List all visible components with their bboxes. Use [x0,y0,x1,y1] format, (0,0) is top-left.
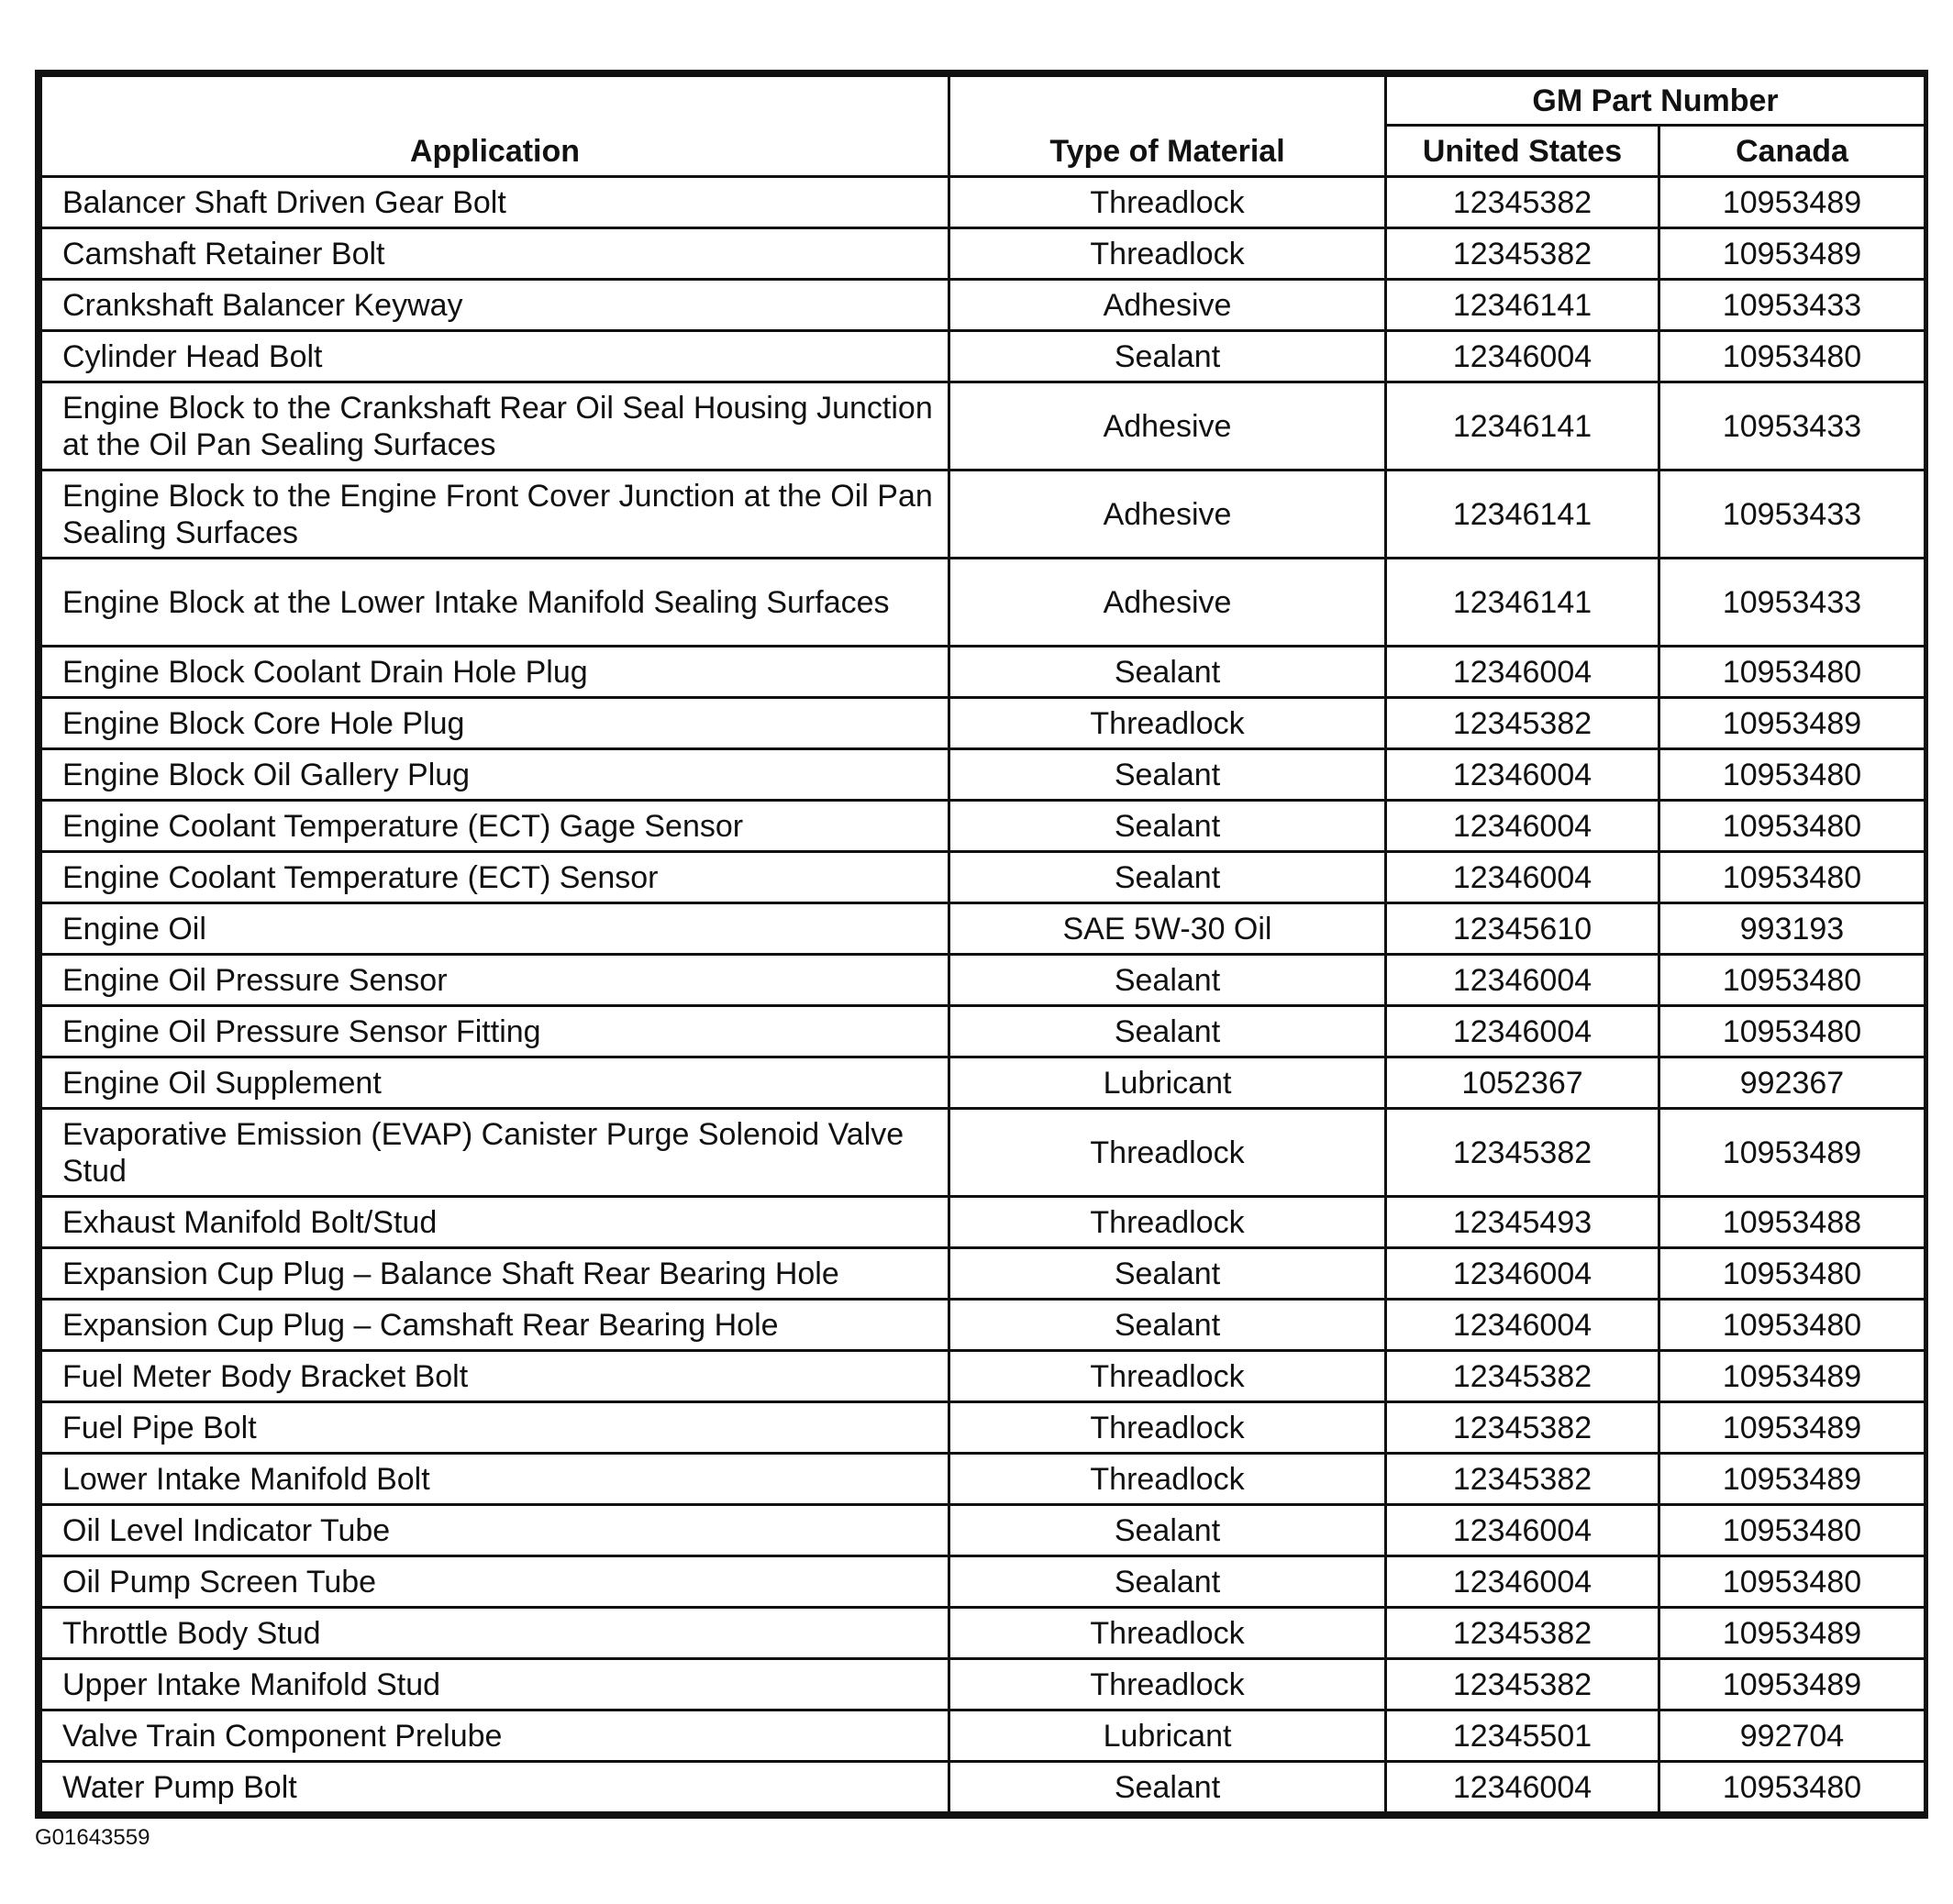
application-cell: Upper Intake Manifold Stud [41,1659,949,1710]
table-row [41,1197,1925,1248]
table-row [41,1710,1925,1762]
us-part-number-cell: 12346004 [1386,1248,1659,1300]
material-type-cell: Sealant [949,749,1386,801]
table-row [41,852,1925,903]
canada-part-number-cell: 10953433 [1659,470,1925,559]
material-type-cell: Threadlock [949,1109,1386,1197]
table-row [41,382,1925,470]
application-cell: Lower Intake Manifold Bolt [41,1454,949,1505]
material-type-cell: Adhesive [949,382,1386,470]
us-part-number-cell: 12345382 [1386,698,1659,749]
canada-part-number-cell: 10953480 [1659,1006,1925,1057]
header-united-states: United States [1386,126,1659,177]
header-application: Application [41,76,949,177]
canada-part-number-cell: 10953480 [1659,1762,1925,1813]
material-type-cell: Adhesive [949,280,1386,331]
material-type-cell: Threadlock [949,698,1386,749]
us-part-number-cell: 12345382 [1386,1608,1659,1659]
us-part-number-cell: 1052367 [1386,1057,1659,1109]
material-type-cell: Adhesive [949,470,1386,559]
table-row [41,177,1925,228]
table-row [41,1351,1925,1402]
canada-part-number-cell: 10953480 [1659,1505,1925,1556]
application-cell: Engine Oil Pressure Sensor [41,955,949,1006]
canada-part-number-cell: 10953489 [1659,1608,1925,1659]
sealants-table [39,74,1926,1814]
material-type-cell: Sealant [949,331,1386,382]
application-cell: Oil Pump Screen Tube [41,1556,949,1608]
us-part-number-cell: 12346004 [1386,1006,1659,1057]
us-part-number-cell: 12346141 [1386,470,1659,559]
us-part-number-cell: 12345382 [1386,177,1659,228]
application-cell: Oil Level Indicator Tube [41,1505,949,1556]
us-part-number-cell: 12345501 [1386,1710,1659,1762]
material-type-cell: Sealant [949,647,1386,698]
us-part-number-cell: 12346004 [1386,1556,1659,1608]
material-type-cell: Sealant [949,1762,1386,1813]
table-row [41,903,1925,955]
us-part-number-cell: 12346004 [1386,1300,1659,1351]
material-type-cell: Threadlock [949,1402,1386,1454]
material-type-cell: Sealant [949,955,1386,1006]
us-part-number-cell: 12346141 [1386,559,1659,647]
canada-part-number-cell: 10953480 [1659,749,1925,801]
us-part-number-cell: 12346004 [1386,331,1659,382]
canada-part-number-cell: 10953489 [1659,177,1925,228]
table-row [41,801,1925,852]
application-cell: Engine Block Core Hole Plug [41,698,949,749]
canada-part-number-cell: 10953488 [1659,1197,1925,1248]
material-type-cell: Lubricant [949,1057,1386,1109]
table-row [41,1454,1925,1505]
table-row [41,1057,1925,1109]
table-row [41,1608,1925,1659]
application-cell: Engine Block Coolant Drain Hole Plug [41,647,949,698]
canada-part-number-cell: 10953489 [1659,1351,1925,1402]
canada-part-number-cell: 10953480 [1659,1248,1925,1300]
table-row [41,1762,1925,1813]
application-cell: Valve Train Component Prelube [41,1710,949,1762]
application-cell: Cylinder Head Bolt [41,331,949,382]
application-cell: Fuel Meter Body Bracket Bolt [41,1351,949,1402]
canada-part-number-cell: 992367 [1659,1057,1925,1109]
material-type-cell: Sealant [949,1300,1386,1351]
application-cell: Engine Coolant Temperature (ECT) Sensor [41,852,949,903]
table-body [41,177,1925,1813]
material-type-cell: Threadlock [949,1454,1386,1505]
canada-part-number-cell: 10953480 [1659,1556,1925,1608]
table-row [41,559,1925,647]
canada-part-number-cell: 10953480 [1659,955,1925,1006]
canada-part-number-cell: 10953489 [1659,698,1925,749]
table-row [41,1659,1925,1710]
application-cell: Evaporative Emission (EVAP) Canister Purge Solenoid Valve Stud [41,1109,949,1197]
application-cell: Balancer Shaft Driven Gear Bolt [41,177,949,228]
table-row [41,470,1925,559]
application-cell: Water Pump Bolt [41,1762,949,1813]
figure-id: G01643559 [35,1825,150,1850]
material-type-cell: Threadlock [949,1659,1386,1710]
canada-part-number-cell: 10953489 [1659,1659,1925,1710]
material-type-cell: Threadlock [949,1197,1386,1248]
application-cell: Throttle Body Stud [41,1608,949,1659]
table-row [41,1248,1925,1300]
application-cell: Camshaft Retainer Bolt [41,228,949,280]
us-part-number-cell: 12346004 [1386,647,1659,698]
table-row [41,1402,1925,1454]
canada-part-number-cell: 10953489 [1659,228,1925,280]
header-gm-part-number: GM Part Number [1386,76,1925,126]
us-part-number-cell: 12345382 [1386,1109,1659,1197]
material-type-cell: Lubricant [949,1710,1386,1762]
application-cell: Engine Oil Pressure Sensor Fitting [41,1006,949,1057]
material-type-cell: Sealant [949,1505,1386,1556]
canada-part-number-cell: 10953480 [1659,331,1925,382]
table-row [41,280,1925,331]
canada-part-number-cell: 10953433 [1659,280,1925,331]
material-type-cell: Threadlock [949,1608,1386,1659]
us-part-number-cell: 12346141 [1386,382,1659,470]
application-cell: Expansion Cup Plug – Balance Shaft Rear Bearing Hole [41,1248,949,1300]
table-row [41,698,1925,749]
material-type-cell: Sealant [949,1248,1386,1300]
table-row [41,1300,1925,1351]
table-row [41,647,1925,698]
material-type-cell: Threadlock [949,1351,1386,1402]
us-part-number-cell: 12346004 [1386,1505,1659,1556]
table-row [41,955,1925,1006]
application-cell: Crankshaft Balancer Keyway [41,280,949,331]
material-type-cell: Sealant [949,1006,1386,1057]
us-part-number-cell: 12346004 [1386,852,1659,903]
material-type-cell: Adhesive [949,559,1386,647]
table-row [41,1109,1925,1197]
canada-part-number-cell: 10953433 [1659,559,1925,647]
us-part-number-cell: 12345382 [1386,1454,1659,1505]
us-part-number-cell: 12345382 [1386,1402,1659,1454]
us-part-number-cell: 12345382 [1386,228,1659,280]
canada-part-number-cell: 10953480 [1659,1300,1925,1351]
application-cell: Engine Coolant Temperature (ECT) Gage Sensor [41,801,949,852]
table-row [41,331,1925,382]
table-row [41,1006,1925,1057]
us-part-number-cell: 12346004 [1386,801,1659,852]
table-header [41,76,1925,177]
canada-part-number-cell: 10953489 [1659,1109,1925,1197]
table-row [41,228,1925,280]
us-part-number-cell: 12345382 [1386,1351,1659,1402]
table-row [41,749,1925,801]
application-cell: Expansion Cup Plug – Camshaft Rear Bearing Hole [41,1300,949,1351]
table-row [41,1505,1925,1556]
canada-part-number-cell: 993193 [1659,903,1925,955]
material-type-cell: Threadlock [949,177,1386,228]
us-part-number-cell: 12346004 [1386,955,1659,1006]
canada-part-number-cell: 992704 [1659,1710,1925,1762]
application-cell: Engine Block Oil Gallery Plug [41,749,949,801]
us-part-number-cell: 12345382 [1386,1659,1659,1710]
application-cell: Engine Block to the Engine Front Cover Junction at the Oil Pan Sealing Surfaces [41,470,949,559]
application-cell: Fuel Pipe Bolt [41,1402,949,1454]
us-part-number-cell: 12346004 [1386,1762,1659,1813]
canada-part-number-cell: 10953480 [1659,852,1925,903]
canada-part-number-cell: 10953489 [1659,1402,1925,1454]
material-type-cell: Sealant [949,852,1386,903]
us-part-number-cell: 12345610 [1386,903,1659,955]
material-type-cell: Sealant [949,801,1386,852]
application-cell: Engine Oil Supplement [41,1057,949,1109]
header-type-of-material: Type of Material [949,76,1386,177]
material-type-cell: SAE 5W-30 Oil [949,903,1386,955]
material-type-cell: Sealant [949,1556,1386,1608]
canada-part-number-cell: 10953489 [1659,1454,1925,1505]
us-part-number-cell: 12346141 [1386,280,1659,331]
application-cell: Exhaust Manifold Bolt/Stud [41,1197,949,1248]
canada-part-number-cell: 10953480 [1659,801,1925,852]
application-cell: Engine Oil [41,903,949,955]
sealants-table-container [35,70,1928,1819]
application-cell: Engine Block at the Lower Intake Manifold Sealing Surfaces [41,559,949,647]
canada-part-number-cell: 10953480 [1659,647,1925,698]
material-type-cell: Threadlock [949,228,1386,280]
canada-part-number-cell: 10953433 [1659,382,1925,470]
header-canada: Canada [1659,126,1925,177]
us-part-number-cell: 12345493 [1386,1197,1659,1248]
application-cell: Engine Block to the Crankshaft Rear Oil Seal Housing Junction at the Oil Pan Sealing Surfaces [41,382,949,470]
table-row [41,1556,1925,1608]
us-part-number-cell: 12346004 [1386,749,1659,801]
